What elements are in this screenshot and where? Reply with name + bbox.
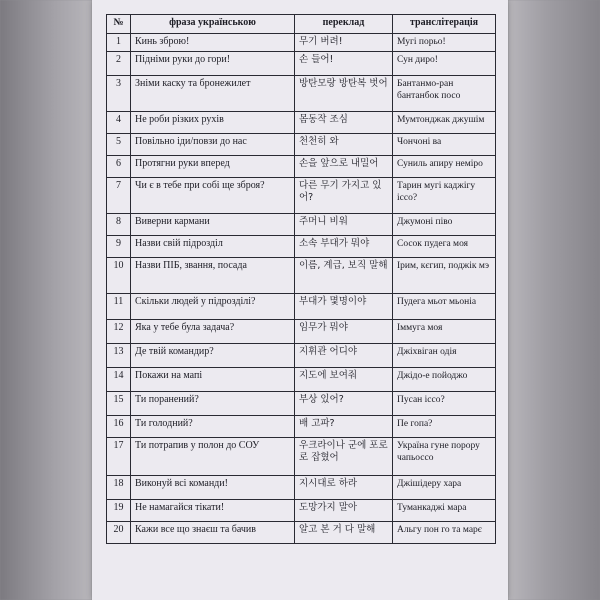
transliteration: Пудега мьот мьоніа — [393, 294, 496, 320]
korean-translation: 배 고파? — [295, 416, 393, 438]
transliteration: Туманкаджі мара — [393, 500, 496, 522]
ukrainian-phrase: Покажи на мапі — [131, 368, 295, 392]
korean-translation: 지시대로 하라 — [295, 476, 393, 500]
ukrainian-phrase: Не намагайся тікати! — [131, 500, 295, 522]
row-number: 15 — [107, 392, 131, 416]
ukrainian-phrase: Ти поранений? — [131, 392, 295, 416]
transliteration: Джіхвіган одія — [393, 344, 496, 368]
ukrainian-phrase: Кинь зброю! — [131, 34, 295, 52]
ukrainian-phrase: Ти потрапив у полон до СОУ — [131, 438, 295, 476]
table-row — [107, 178, 496, 214]
transliteration: Бантанмо-ран бантанбок посо — [393, 76, 496, 112]
background-left — [0, 0, 92, 600]
row-number: 14 — [107, 368, 131, 392]
table-row — [107, 500, 496, 522]
ukrainian-phrase: Назви свій підрозділ — [131, 236, 295, 258]
korean-translation: 도망가지 말아 — [295, 500, 393, 522]
row-number: 7 — [107, 178, 131, 214]
korean-translation: 방탄모랑 방탄복 벗어 — [295, 76, 393, 112]
ukrainian-phrase: Підніми руки до гори! — [131, 52, 295, 76]
ukrainian-phrase: Де твій командир? — [131, 344, 295, 368]
row-number: 3 — [107, 76, 131, 112]
korean-translation: 우크라이나 군에 포로로 잡혔어 — [295, 438, 393, 476]
ukrainian-phrase: Повільно іди/повзи до нас — [131, 134, 295, 156]
korean-translation: 다른 무기 가지고 있어? — [295, 178, 393, 214]
korean-translation: 손을 앞으로 내밀어 — [295, 156, 393, 178]
transliteration: Суниль апиру неміро — [393, 156, 496, 178]
table-row — [107, 344, 496, 368]
korean-translation: 무기 버려! — [295, 34, 393, 52]
row-number: 8 — [107, 214, 131, 236]
table-row — [107, 34, 496, 52]
korean-translation: 소속 부대가 뭐야 — [295, 236, 393, 258]
header-translation: переклад — [295, 15, 393, 34]
row-number: 18 — [107, 476, 131, 500]
table-row — [107, 76, 496, 112]
row-number: 16 — [107, 416, 131, 438]
transliteration: Пусан іссо? — [393, 392, 496, 416]
ukrainian-phrase: Назви ПІБ, звання, посада — [131, 258, 295, 294]
row-number: 9 — [107, 236, 131, 258]
ukrainian-phrase: Кажи все що знаєш та бачив — [131, 522, 295, 544]
table-row — [107, 214, 496, 236]
table-row — [107, 416, 496, 438]
ukrainian-phrase: Виконуй всі команди! — [131, 476, 295, 500]
transliteration: Іммуга моя — [393, 320, 496, 344]
table-row — [107, 320, 496, 344]
ukrainian-phrase: Виверни кармани — [131, 214, 295, 236]
ukrainian-phrase: Не роби різких рухів — [131, 112, 295, 134]
transliteration: Чончоні ва — [393, 134, 496, 156]
korean-translation: 부상 있어? — [295, 392, 393, 416]
transliteration: Альгу пон го та марє — [393, 522, 496, 544]
table-row — [107, 368, 496, 392]
ukrainian-phrase: Протягни руки вперед — [131, 156, 295, 178]
table-row — [107, 392, 496, 416]
table-row — [107, 134, 496, 156]
row-number: 12 — [107, 320, 131, 344]
header-transliteration: транслітерація — [393, 15, 496, 34]
background-right — [508, 0, 600, 600]
table-row — [107, 112, 496, 134]
table-row — [107, 294, 496, 320]
korean-translation: 이름, 계급, 보직 말해 — [295, 258, 393, 294]
transliteration: Мумтонджак джушім — [393, 112, 496, 134]
korean-translation: 임무가 뭐야 — [295, 320, 393, 344]
table-row — [107, 438, 496, 476]
transliteration: Джумоні піво — [393, 214, 496, 236]
transliteration: Україна гуне порору чапьоссо — [393, 438, 496, 476]
transliteration: Сосок пудега моя — [393, 236, 496, 258]
row-number: 19 — [107, 500, 131, 522]
header-row — [107, 15, 496, 34]
row-number: 5 — [107, 134, 131, 156]
korean-translation: 부대가 몇명이야 — [295, 294, 393, 320]
transliteration: Пе гопа? — [393, 416, 496, 438]
table-row — [107, 476, 496, 500]
transliteration: Ірим, кєгип, поджік мэ — [393, 258, 496, 294]
ukrainian-phrase: Зніми каску та бронежилет — [131, 76, 295, 112]
korean-translation: 지휘관 어디야 — [295, 344, 393, 368]
table-row — [107, 522, 496, 544]
row-number: 6 — [107, 156, 131, 178]
ukrainian-phrase: Яка у тебе була задача? — [131, 320, 295, 344]
transliteration: Мугі порьо! — [393, 34, 496, 52]
table-row — [107, 52, 496, 76]
korean-translation: 천천히 와 — [295, 134, 393, 156]
korean-translation: 알고 본 거 다 말해 — [295, 522, 393, 544]
ukrainian-phrase: Скільки людей у підрозділі? — [131, 294, 295, 320]
table-row — [107, 236, 496, 258]
transliteration: Джідо-е пойоджо — [393, 368, 496, 392]
ukrainian-phrase: Ти голодний? — [131, 416, 295, 438]
header-phrase: фраза українською — [131, 15, 295, 34]
korean-translation: 몸동작 조심 — [295, 112, 393, 134]
row-number: 10 — [107, 258, 131, 294]
row-number: 11 — [107, 294, 131, 320]
row-number: 17 — [107, 438, 131, 476]
row-number: 13 — [107, 344, 131, 368]
row-number: 1 — [107, 34, 131, 52]
row-number: 4 — [107, 112, 131, 134]
row-number: 2 — [107, 52, 131, 76]
korean-translation: 지도에 보여줘 — [295, 368, 393, 392]
row-number: 20 — [107, 522, 131, 544]
transliteration: Сун диро! — [393, 52, 496, 76]
table-row — [107, 258, 496, 294]
header-num: № — [107, 15, 131, 34]
table-row — [107, 156, 496, 178]
korean-translation: 손 들어! — [295, 52, 393, 76]
transliteration: Тарин мугі каджігу іссо? — [393, 178, 496, 214]
phrase-table — [106, 14, 496, 544]
korean-translation: 주머니 비워 — [295, 214, 393, 236]
transliteration: Джішідеру хара — [393, 476, 496, 500]
document-page — [92, 0, 508, 600]
ukrainian-phrase: Чи є в тебе при собі ще зброя? — [131, 178, 295, 214]
